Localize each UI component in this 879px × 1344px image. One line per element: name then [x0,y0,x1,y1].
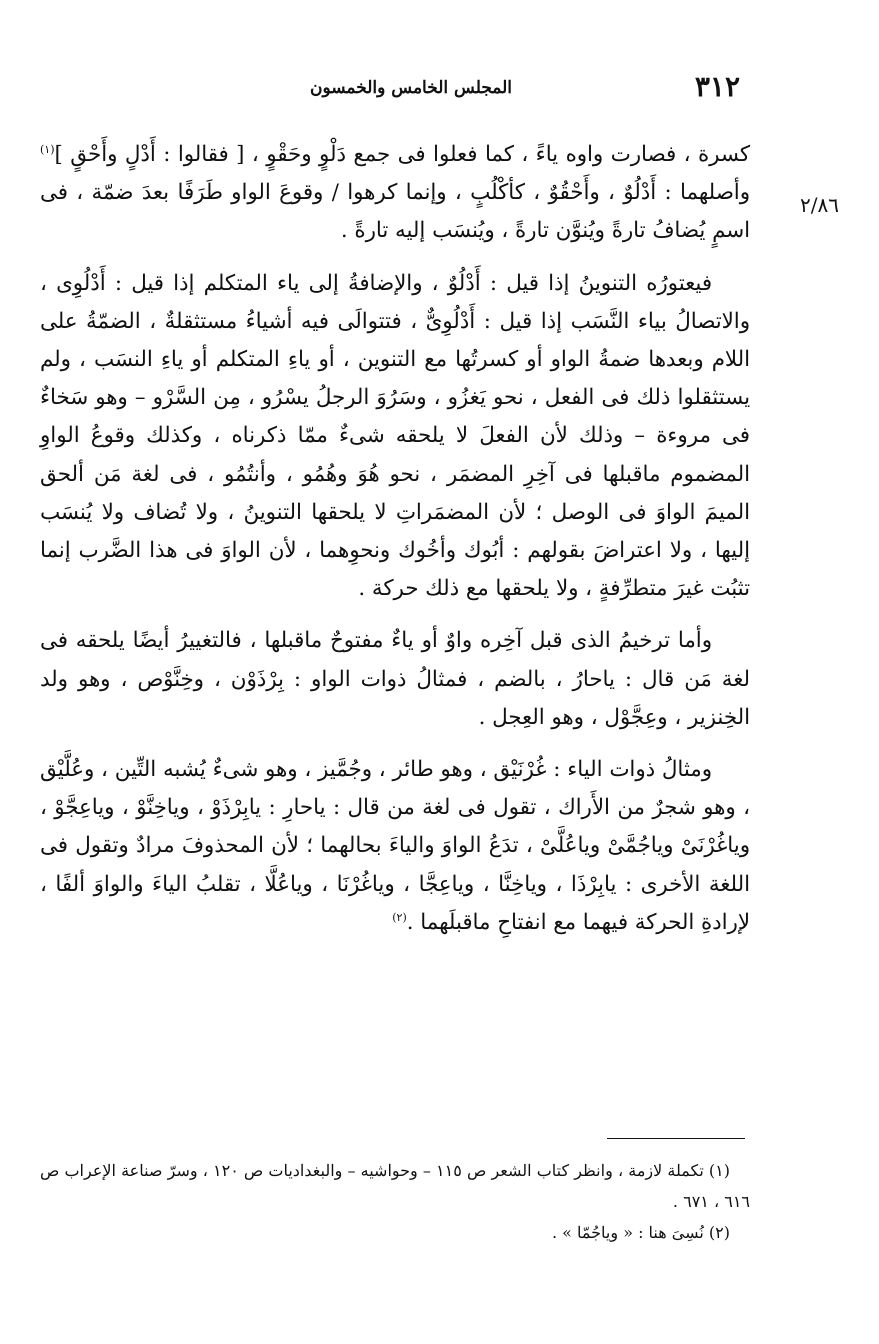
main-text [40,136,750,942]
page-number: ٣١٢ [694,70,740,103]
paragraph-4-text: ومثالُ ذوات الياء : غُرْنَيْق ، وهو طائر ، وجُمَّيز ، وهو شىءٌ يُشبه التِّين ، وعُلَّيْق ، وهو شجرٌ من الأَراك ، تقول فى لغة من قال : ياحارِ : يابِرْذَوْ ، وياخِنَّوْ ، وياعِجَّوْ ، وياغُرْنَىْ وياجُمَّىْ وياعُلَّىْ ، تدَعُ الواوَ والياءَ بحالهما ؛ لأن المحذوفَ مرادٌ وتقول فى اللغة الأخرى : يابِرْذَا ، وياخِنَّا ، وياعِجَّا ، وياغُرْنَا ، وياعُلَّا ، تقلبُ الياءَ والواوَ ألفًا ، لإرادةِ الحركة فيهما مع انفتاحِ ماقبلَهما . [40,757,750,935]
footnote-marker-2: (٢) [392,910,407,924]
paragraph-3: وأما ترخيمُ الذى قبل آخِره واوٌ أو ياءٌ مفتوحٌ ماقبلها ، فالتغييرُ أيضًا يلحقه فى لغة مَن قال : ياحارُ ، بالضم ، فمثالُ ذوات الواو : بِرْذَوْن ، وخِنَّوْص ، وهو ولد الخِنزير ، وعِجَّوْل ، وهو العِجل . [40,628,750,730]
paragraph-1 [40,136,750,251]
footnotes [40,1155,750,1248]
footnote-separator [607,1138,745,1139]
paragraph-4 [40,751,750,942]
page-header [200,70,740,110]
footnote-2: (٢) نُسِىَ هنا : « وياجُمّا » . [551,1223,730,1242]
margin-reference: ٢/٨٦ [800,193,839,217]
footnote-marker-1: (١) [40,142,55,156]
footnote-1: (١) تكملة لازمة ، وانظر كتاب الشعر ص ١١٥ – وحواشيه – والبغداديات ص ١٢٠ ، وسرّ صناعة الإعراب ص ٦١٦ ، ٦٧١ . [40,1161,750,1211]
paragraph-2: فيعتورُه التنوينُ إذا قيل : أَدْلُوٌ ، والإضافةُ إلى ياء المتكلم إذا قيل : أَدْلُوِى ، والاتصالُ بياء النَّسَب إذا قيل : أَدْلُوِىٌّ ، فتتوالَى فيه أشياءُ مستثقلةٌ ، الضمّةُ على اللام وبعدها ضمةُ الواو أو كسرتُها مع التنوين ، أو ياءِ المتكلم أو ياءِ النسَب ، ولم يستثقلوا ذلك فى الفعل ، نحو يَغزُو ، وسَرُوَ الرجلُ يسْرُو ، مِن السَّرْو – وهو سَخاءٌ فى مروءة – وذلك لأن الفعلَ لا يلحقه شىءٌ ممّا ذكرناه ، وكذلك وقوعُ الواوِ المضموم ماقبلها فى آخِرِ المضمَر ، نحو هُوَ وهُمُو ، وأنتُمُو ، فى لغة مَن ألحق الميمَ الواوَ فى الوصل ؛ لأن المضمَراتِ لا يلحقها التنوينُ ، ولا تُضاف ولا يُنسَب إليها ، ولا اعتراضَ بقولهم : أبُوك وأخُوك ونحوِهما ، لأن الواوَ فى هذا الضَّرب إنما تثبُت غيرَ متطرِّفةٍ ، ولا يلحقها مع ذلك حركة . [40,270,750,602]
paragraph-1-text: كسرة ، فصارت واوه ياءً ، كما فعلوا فى جمع دَلْوٍ وحَقْوٍ ، [ فقالوا : أَدْلٍ وأَحْقٍ ] [54,142,750,167]
running-title: المجلس الخامس والخمسون [310,78,513,98]
paragraph-1-continuation: وأصلهما : أَدْلُوٌ ، وأَحْقُوٌ ، كأكْلُبٍ ، وإنما كرهوا / وقوعَ الواو طَرَفًا بعدَ ضمّة ، فى اسمٍ يُضافُ تارةً ويُنوَّن تارةً ، ويُنسَب إليه تارةً . [40,180,750,244]
